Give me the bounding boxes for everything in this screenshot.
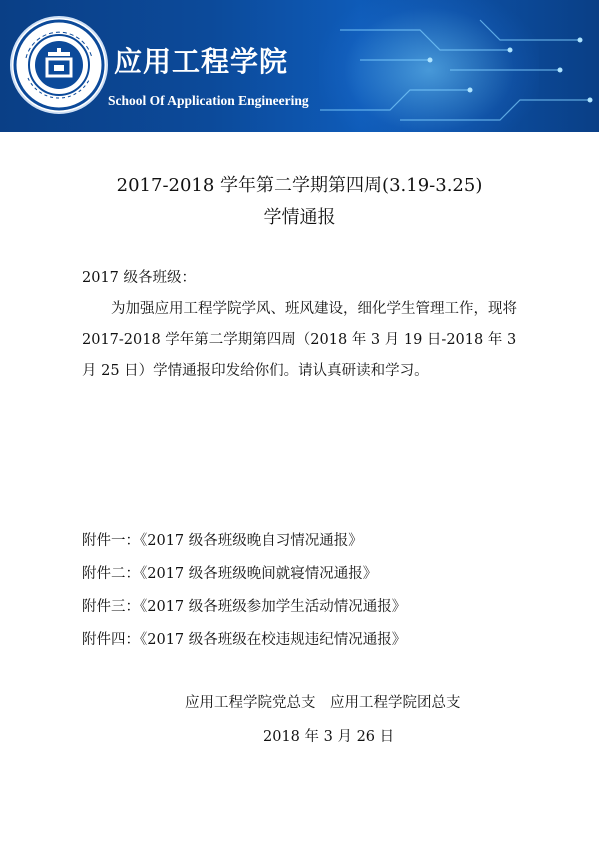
school-seal-logo	[10, 16, 108, 114]
attachment-item: 附件一：《2017 级各班级晚自习情况通报》	[82, 533, 363, 549]
issue-date: 2018 年 3 月 26 日	[263, 729, 395, 745]
document-title: 2017-2018 学年第二学期第四周(3.19-3.25)	[116, 175, 483, 196]
attachment-list	[82, 525, 406, 657]
document-subtitle: 学情通报	[263, 207, 336, 228]
school-name-cn: 应用工程学院	[114, 45, 289, 78]
body-paragraph: 为加强应用工程学院学风、班风建设，细化学生管理工作，现将 2017-2018 学年第二学期第四周（2018 年 3 月 19 日-2018 年 3 月 25 日）学情通报印发给你们。请认真研读和学习。	[82, 301, 517, 379]
attachment-item: 附件四：《2017 级各班级在校违规违纪情况通报》	[82, 632, 407, 648]
signers: 应用工程学院党总支 应用工程学院团总支	[185, 695, 461, 711]
attachment-item: 附件三：《2017 级各班级参加学生活动情况通报》	[82, 599, 407, 615]
header-banner	[0, 0, 599, 132]
circuit-graphic	[300, 0, 599, 132]
school-name-en: School Of Application Engineering	[108, 93, 309, 108]
greeting: 2017 级各班级：	[82, 270, 197, 286]
attachment-item: 附件二：《2017 级各班级晚间就寝情况通报》	[82, 566, 378, 582]
